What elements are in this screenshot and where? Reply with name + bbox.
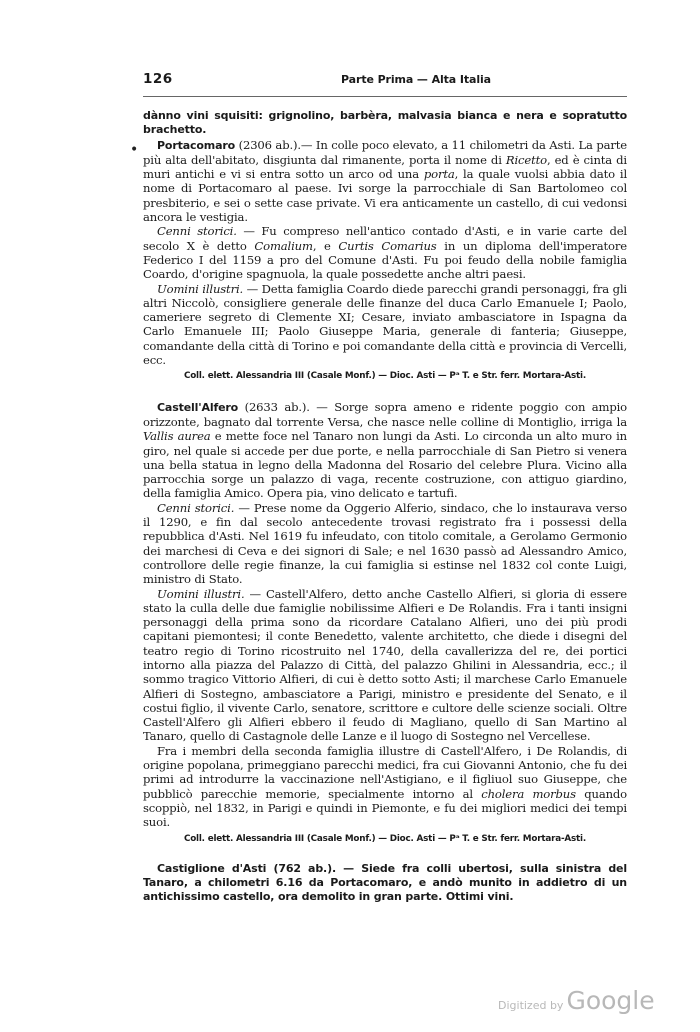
entry-text: — Siede fra colli ubertosi, sulla sinistra del Tanaro, a chilometri 6.16 da Portacomaro, e andò munito in addietro di un antichissimo castello, ora demolito in gran parte. Ottimi vini.: [143, 861, 627, 904]
people-paragraph: [143, 282, 627, 368]
collegio-line: Coll. elett. Alessandria III (Casale Monf.) — Dioc. Asti — Pᵃ T. e Str. ferr. Mortara-Asti.: [183, 833, 587, 844]
italic-term: porta: [423, 167, 455, 182]
entry-castellalfero: [143, 400, 627, 501]
entry-text: quando scoppiò, nel 1832, in Parigi e quindi in Piemonte, e fu dei migliori medici dei tempi suoi.: [143, 786, 627, 830]
entry-text: , la quale vuolsi abbia dato il nome di Portacomaro al paese. Ivi sorge la parrocchiale di San Bartolomeo col presbiterio, e sei o sette case private. Vi era anticamente un castello, di cui vedonsi ancora le vestigia.: [143, 167, 627, 225]
entry-text: e mette foce nel Tanaro non lungi da Asti. Lo circonda un alto muro in giro, nel quale si accede per due porte, e nella parrocchiale di San Pietro si venera una bella statua in legno della Madonna del Rosario del celebre Plura. Vicino alla parrocchia sorge un palazzo di vaga, recente costruzione, con attiguo giardino, della famiglia Amico. Opera pia, vino delicato e tartufi.: [143, 429, 628, 501]
subsection-heading: Cenni storici.: [157, 500, 235, 515]
entry-text: — In colle poco elevato, a 11 chilometri da Asti. La parte più alta dell'abitato, disgiunta dal rimanente, porta il nome di: [143, 137, 627, 167]
entry-title: Castell'Alfero: [157, 400, 239, 414]
google-logo: Google: [566, 986, 655, 1015]
collegio-line: Coll. elett. Alessandria III (Casale Monf.) — Dioc. Asti — Pᵃ T. e Str. ferr. Mortara-Asti.: [183, 371, 587, 382]
entry-portacomaro: [143, 138, 627, 225]
entry-text: , ed è cinta di muri antichi e vi si entra sotto un arco od una: [143, 152, 627, 182]
book-page: [143, 72, 627, 905]
google-watermark: [498, 986, 655, 1015]
margin-dot: •: [130, 142, 139, 158]
entry-castiglione: [143, 862, 627, 905]
digitized-by-text: Digitized by: [498, 999, 564, 1012]
derolandis-paragraph: [143, 744, 627, 830]
entry-title: Castiglione d'Asti: [157, 861, 267, 875]
subsection-heading: Uomini illustri.: [157, 586, 245, 601]
entry-title: Portacomaro: [157, 138, 236, 152]
people-paragraph: [143, 587, 627, 744]
page-header: [143, 72, 627, 92]
subsection-heading: Cenni storici.: [157, 224, 237, 239]
entry-text: — Sorge sopra ameno e ridente poggio con ampio orizzonte, bagnato dal torrente Versa, che nasce nelle colline di Montiglio, irriga la: [143, 399, 627, 429]
continuation-line: dànno vini squisiti: grignolino, barbèra, malvasia bianca e nera e sopratutto brachetto.: [143, 109, 627, 137]
history-paragraph: [143, 501, 627, 587]
italic-term: Ricetto: [505, 152, 547, 167]
entry-text: in un diploma dell'imperatore Federico I del 1159 a pro del Comune d'Asti. Fu poi feudo della nobile famiglia Coardo, d'origine spagnuola, la quale possedette anche altri paesi.: [143, 238, 627, 282]
entry-population: (762 ab.).: [273, 861, 336, 875]
entry-text: — Fu compreso nell'antico contado d'Asti, e in varie carte del secolo X è detto: [143, 224, 627, 253]
italic-term: cholera morbus: [481, 786, 576, 801]
running-title: Parte Prima — Alta Italia: [341, 73, 491, 86]
entry-text: — Detta famiglia Coardo diede parecchi grandi personaggi, fra gli altri Niccolò, consigliere generale delle finanze del duca Carlo Emanuele I; Paolo, cameriere segreto di Clemente XI; Cesare, inviato ambasciatore in Ispagna da Carlo Emanuele III; Paolo Giuseppe Maria, generale di fanteria; Giuseppe, comandante della città di Torino e poi comandante della città e provincia di Vercelli, ecc.: [143, 281, 627, 368]
page-number: 126: [143, 71, 173, 87]
entry-text: Fra i membri della seconda famiglia illustre di Castell'Alfero, i De Rolandis, di origine popolana, primeggiano parecchi medici, fra cui Giovanni Antonio, che fu dei primi ad introdurre la vaccinazione nell'Astigiano, e il figliuol suo Giuseppe, che pubblicò parecchie memorie, specialmente intorno al: [143, 743, 627, 801]
italic-term: Comalium: [254, 238, 313, 253]
italic-term: Curtis Comarius: [338, 238, 437, 253]
header-rule: [143, 96, 627, 97]
history-paragraph: [143, 224, 627, 281]
subsection-heading: Uomini illustri.: [157, 281, 244, 296]
entry-population: (2633 ab.).: [244, 399, 310, 414]
entry-text: — Prese nome da Oggerio Alferio, sindaco, che lo instaurava verso il 1290, e fin dal secolo antecedente trovasi registrato fra i possessi della repubblica d'Asti. Nel 1619 fu infeudato, con titolo comitale, a Gerolamo Germonio dei marchesi di Ceva e dei signori di Sale; e nel 1630 passò ad Alessandro Amico, controllore delle regie finanze, la cui famiglia si estinse nel 1832 col conte Luigi, ministro di Stato.: [143, 500, 627, 587]
entry-text: , e: [312, 238, 339, 253]
entry-text: — Castell'Alfero, detto anche Castello Alfieri, si gloria di essere stato la culla delle due famiglie nobilissime Alfieri e De Rolandis. Fra i tanti insigni personaggi della prima sono da ricordare Catalano Alfieri, uno dei più prodi capitani piemontesi; il conte Benedetto, valente architetto, che diede i disegni del teatro regio di Torino ricostruito nel 1740, della cavallerizza del re, dei portici intorno alla piazza del Palazzo di Città, del palazzo Ghilini in Alessandria, ecc.; il sommo tragico Vittorio Alfieri, di cui è detto sotto Asti; il marchese Carlo Emanuele Alfieri di Sostegno, ambasciatore a Parigi, ministro e presidente del Senato, e il costui figlio, il vivente Carlo, senatore, scrittore e cultore delle scienze sociali. Oltre Castell'Alfero gli Alfieri ebbero il feudo di Magliano, quello di San Martino al Tanaro, quello di Castagnole delle Lanze e il luogo di Sostegno nel Vercellese.: [143, 586, 627, 744]
entry-population: (2306 ab.).: [238, 137, 301, 152]
italic-term: Vallis aurea: [143, 429, 211, 444]
